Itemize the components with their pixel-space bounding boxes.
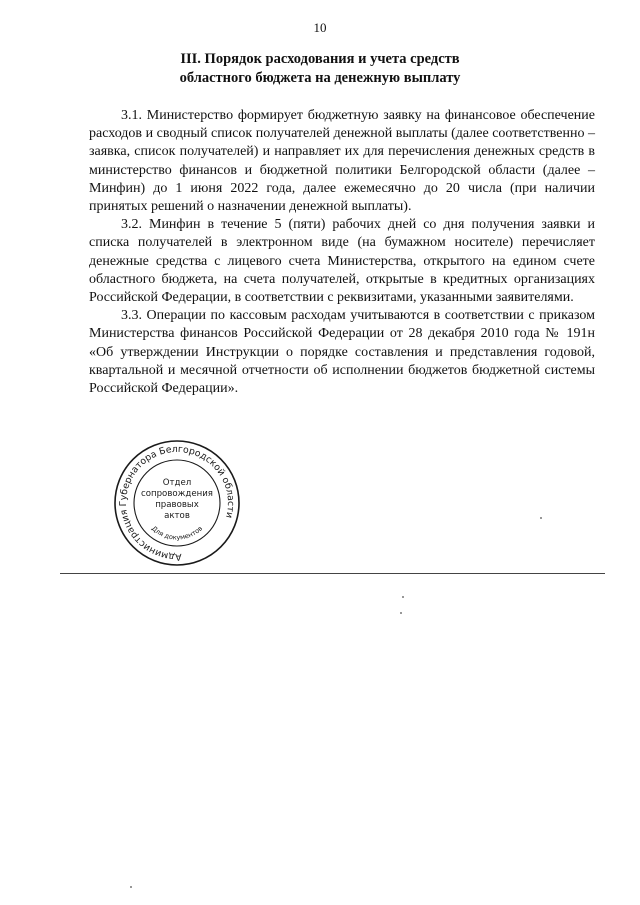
scan-speck: [130, 886, 132, 888]
stamp-center-line-4: актов: [164, 511, 190, 521]
stamp-center-line-1: Отдел: [162, 478, 192, 488]
section-heading-line-1: III. Порядок расходования и учета средств: [180, 51, 460, 67]
paragraph-3-3: 3.3. Операции по кассовым расходам учитываются в соответствии с приказом Министерства финансов Российской Федерации от 28 декабря 2010 года № 191н «Об утверждении Инструкции о порядке составления и представления годовой, квартальной и месячной отчетности об исполнении бюджетов бюджетной системы Российской Федерации».: [89, 308, 595, 397]
scan-speck: [400, 612, 402, 614]
stamp-center-line-3: правовых: [155, 500, 199, 510]
paragraph-3-2: 3.2. Минфин в течение 5 (пяти) рабочих дней со дня получения заявки и списка получателей в электронном виде (на бумажном носителе) перечисляет денежные средства с лицевого счета Министерства, открытого на едином счете областного бюджета, на счета получателей, открытые в кредитных организациях Российской Федерации, в соответствии с реквизитами, указанными заявителями.: [89, 217, 595, 306]
stamp-bottom-text: Для документов: [149, 524, 205, 542]
svg-text:Для документов: [150, 524, 204, 541]
page-divider: [60, 573, 605, 574]
section-heading-line-2: областного бюджета на денежную выплату: [179, 70, 461, 86]
paragraph-3-1: 3.1. Министерство формирует бюджетную заявку на финансовое обеспечение расходов и сводный список получателей денежной выплаты (далее соответственно – заявка, список получателей) и направляет их для перечисления денежных средств в министерство финансов и бюджетной политики Белгородской области (далее – Минфин) до 1 июня 2022 года, далее ежемесячно до 20 числа (при наличии принятых решений о назначении денежной выплаты).: [89, 108, 595, 215]
stamp-ring-text: Администрация Губернатора Белгородской области: [117, 443, 237, 563]
scan-speck: [540, 517, 542, 519]
section-body: [89, 107, 595, 398]
section-heading: [90, 50, 550, 88]
scan-speck: [402, 596, 404, 598]
stamp-center-line-2: сопровождения: [141, 489, 213, 499]
official-stamp: [112, 438, 242, 568]
page-number: 10: [313, 20, 327, 35]
